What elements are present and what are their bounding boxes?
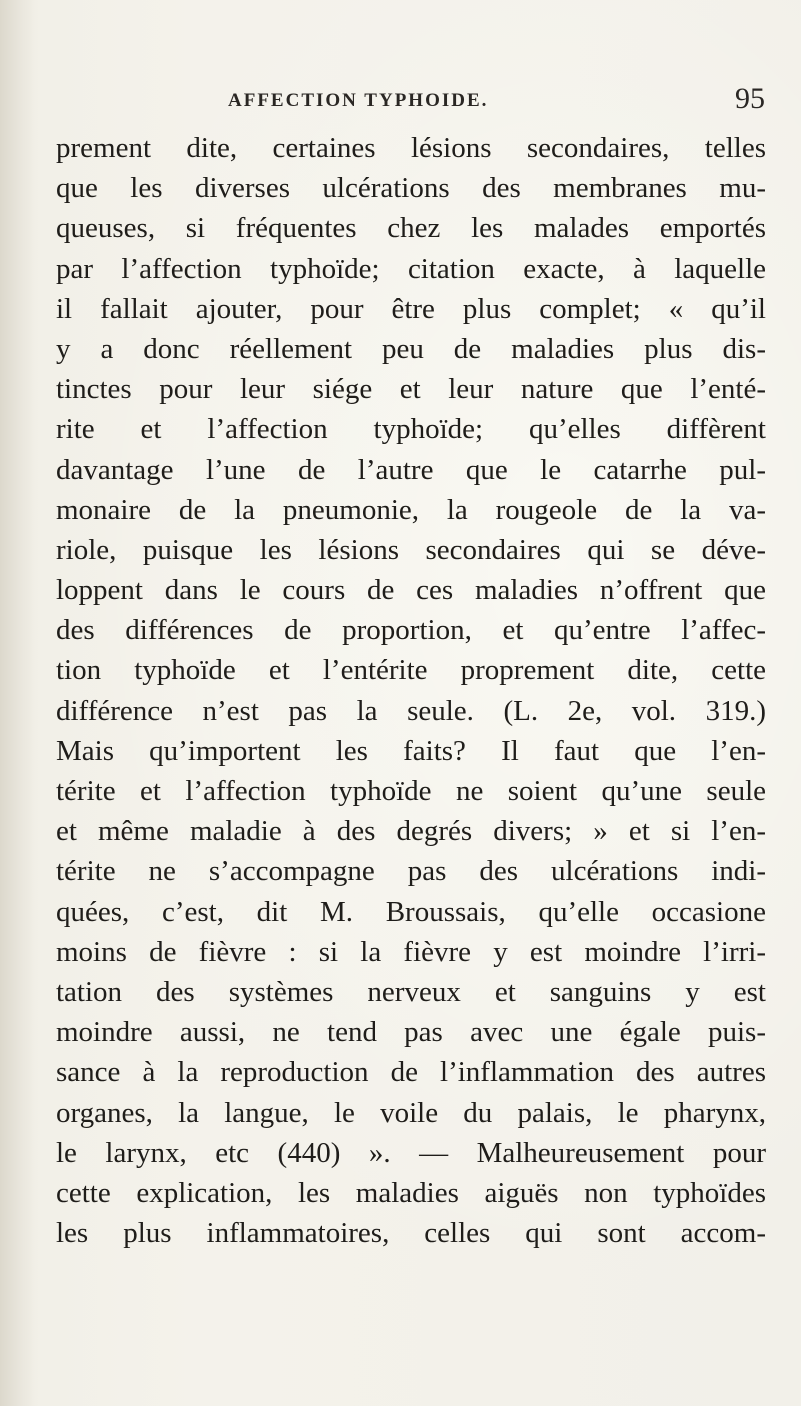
text-line: moins de fièvre : si la fièvre y est moindre l’irri- xyxy=(56,935,766,968)
text-line: Mais qu’importent les faits? Il faut que l’en- xyxy=(56,734,766,767)
text-line: térite ne s’accompagne pas des ulcérations indi- xyxy=(56,855,766,888)
text-line: organes, la langue, le voile du palais, le pharynx, xyxy=(56,1096,766,1129)
text-line: riole, puisque les lésions secondaires qui se déve- xyxy=(56,533,766,566)
text-line: queuses, si fréquentes chez les malades emportés xyxy=(56,212,766,245)
text-line: il fallait ajouter, pour être plus complet; « qu’il xyxy=(56,292,766,325)
text-line: cette explication, les maladies aiguës non typhoïdes xyxy=(56,1176,766,1209)
text-line: térite et l’affection typhoïde ne soient qu’une seule xyxy=(56,775,766,807)
text-line: que les diverses ulcérations des membranes mu- xyxy=(56,172,766,205)
text-line: tion typhoïde et l’entérite proprement dite, cette xyxy=(56,654,766,687)
text-line: tation des systèmes nerveux et sanguins y est xyxy=(56,975,766,1008)
page-number: 95 xyxy=(735,82,765,115)
text-line: par l’affection typhoïde; citation exacte, à laquelle xyxy=(56,252,766,285)
text-line: le larynx, etc (440) ». — Malheureusement pour xyxy=(56,1136,766,1169)
text-line: loppent dans le cours de ces maladies n’offrent que xyxy=(56,574,766,607)
text-line: moindre aussi, ne tend pas avec une égale puis- xyxy=(56,1016,766,1049)
running-header xyxy=(0,82,801,122)
text-line: quées, c’est, dit M. Broussais, qu’elle occasione xyxy=(56,895,766,928)
text-line: prement dite, certaines lésions secondaires, telles xyxy=(56,132,766,164)
text-line: monaire de la pneumonie, la rougeole de la va- xyxy=(56,493,766,526)
text-line: tinctes pour leur siége et leur nature que l’enté- xyxy=(56,373,766,406)
text-line: et même maladie à des degrés divers; » et si l’en- xyxy=(56,815,766,848)
text-line: des différences de proportion, et qu’entre l’affec- xyxy=(56,614,766,647)
text-line: sance à la reproduction de l’inflammation des autres xyxy=(56,1056,766,1089)
text-line: rite et l’affection typhoïde; qu’elles diffèrent xyxy=(56,413,766,446)
text-line: davantage l’une de l’autre que le catarrhe pul- xyxy=(56,453,766,486)
body-text xyxy=(56,128,766,1253)
text-line: différence n’est pas la seule. (L. 2e, vol. 319.) xyxy=(56,694,766,727)
text-line: y a donc réellement peu de maladies plus dis- xyxy=(56,332,766,365)
text-line: les plus inflammatoires, celles qui sont accom- xyxy=(56,1217,766,1250)
running-title: AFFECTION TYPHOIDE. xyxy=(228,90,489,111)
page-binding-shadow xyxy=(0,0,34,1406)
